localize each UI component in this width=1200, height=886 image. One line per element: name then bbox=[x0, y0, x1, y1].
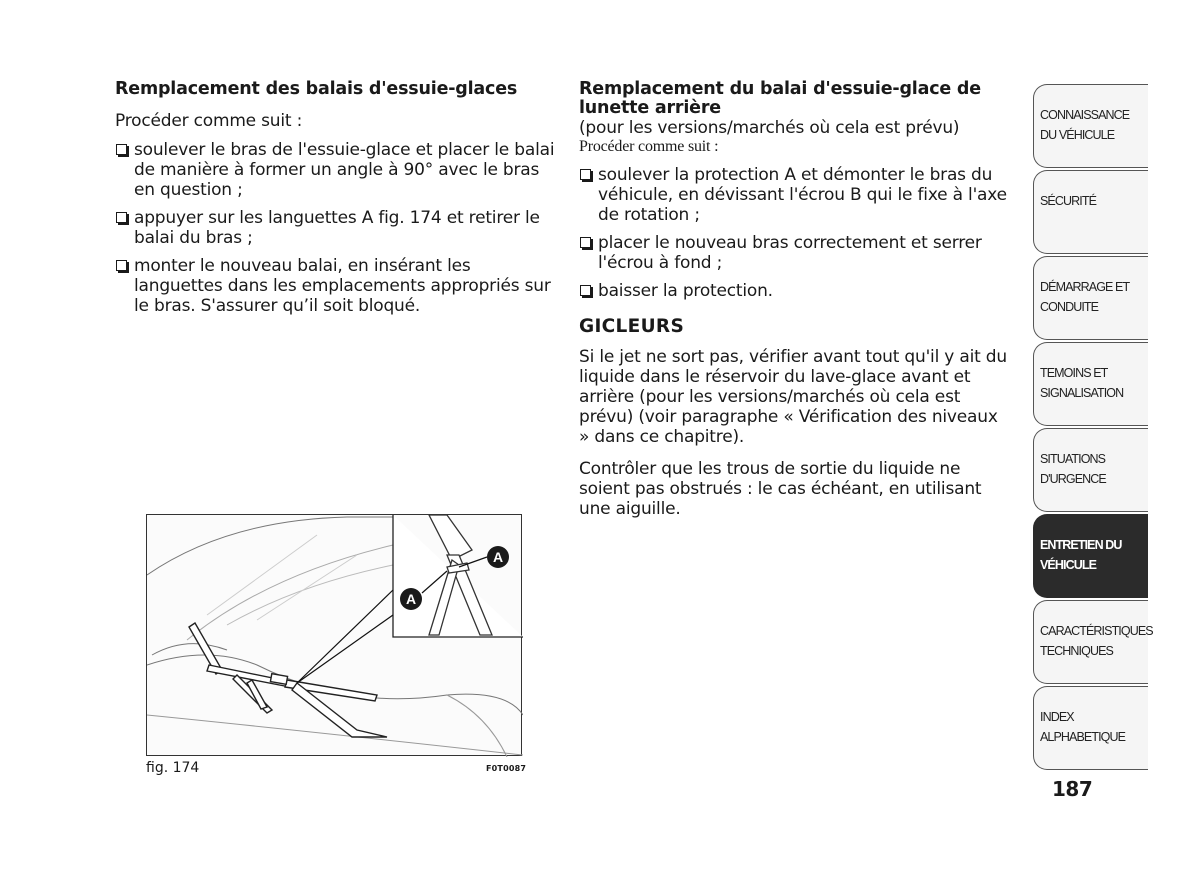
tab-connaissance-du-vehicule[interactable] bbox=[1033, 84, 1148, 168]
list-item: appuyer sur les languettes A fig. 174 et retirer le balai du bras ; bbox=[115, 208, 555, 248]
figure-code: F0T0087 bbox=[486, 764, 527, 773]
paragraph: Contrôler que les trous de sortie du liquide ne soient pas obstrués : le cas échéant, en utilisant une aiguille. bbox=[579, 459, 982, 519]
figure-wiper-illustration bbox=[146, 514, 522, 756]
procedure-intro: Procéder comme suit : bbox=[115, 111, 303, 131]
callout-label: A bbox=[492, 549, 504, 565]
list-item: soulever la protection A et démonter le bras du véhicule, en dévissant l'écrou B qui le fixe à l'axe de rotation ; bbox=[579, 165, 1009, 225]
tab-label: TEMOINS ET SIGNALISATION bbox=[1040, 366, 1124, 400]
callout-a-right bbox=[487, 546, 509, 568]
procedure-intro: Procéder comme suit : bbox=[579, 138, 719, 155]
tab-temoins-et-signalisation[interactable] bbox=[1033, 342, 1148, 426]
list-item: baisser la protection. bbox=[579, 281, 1009, 301]
tab-demarrage-et-conduite[interactable] bbox=[1033, 256, 1148, 340]
tab-label: INDEX ALPHABETIQUE bbox=[1040, 710, 1126, 744]
tab-entretien-du-vehicule[interactable] bbox=[1033, 514, 1148, 598]
versions-note: (pour les versions/marchés où cela est prévu) bbox=[579, 118, 960, 138]
tab-securite[interactable] bbox=[1033, 170, 1148, 254]
list-item: monter le nouveau balai, en insérant les languettes dans les emplacements appropriés sur le bras. S'assurer qu’il soit bloqué. bbox=[115, 256, 555, 316]
tab-index-alphabetique[interactable] bbox=[1033, 686, 1148, 770]
right-column bbox=[579, 80, 1009, 519]
section-heading-rear-wiper: Remplacement du balai d'essuie-glace de lunette arrière bbox=[579, 79, 981, 118]
tab-label: CONNAISSANCE DU VÉHICULE bbox=[1040, 108, 1130, 142]
procedure-list bbox=[115, 140, 555, 316]
section-heading-wiper-blades: Remplacement des balais d'essuie-glaces bbox=[115, 79, 518, 99]
tab-label: DÉMARRAGE ET CONDUITE bbox=[1040, 280, 1129, 314]
paragraph: Si le jet ne sort pas, vérifier avant tout qu'il y ait du liquide dans le réservoir du lave-glace avant et arrière (pour les versions/marchés où cela est prévu) (voir paragraphe « Vérification des niveaux » dans ce chapitre). bbox=[579, 347, 1007, 447]
list-item: placer le nouveau bras correctement et serrer l'écrou à fond ; bbox=[579, 233, 1009, 273]
procedure-list bbox=[579, 165, 1009, 301]
left-column bbox=[115, 80, 555, 324]
callout-a-left bbox=[400, 588, 422, 610]
page-number: 187 bbox=[1052, 777, 1093, 801]
tab-caracteristiques-techniques[interactable] bbox=[1033, 600, 1153, 684]
tab-situations-d-urgence[interactable] bbox=[1033, 428, 1148, 512]
list-item: soulever le bras de l'essuie-glace et placer le balai de manière à former un angle à 90° avec le bras en question ; bbox=[115, 140, 555, 200]
callout-label: A bbox=[405, 591, 417, 607]
section-heading-gicleurs: GICLEURS bbox=[579, 316, 685, 337]
tab-label: ENTRETIEN DU VÉHICULE bbox=[1040, 538, 1122, 572]
tab-label: SÉCURITÉ bbox=[1040, 194, 1097, 208]
tab-label: SITUATIONS D'URGENCE bbox=[1040, 452, 1106, 486]
wiper-drawing bbox=[147, 515, 523, 757]
figure-caption: fig. 174 bbox=[146, 760, 200, 776]
tab-label: CARACTÉRISTIQUES TECHNIQUES bbox=[1040, 624, 1153, 658]
